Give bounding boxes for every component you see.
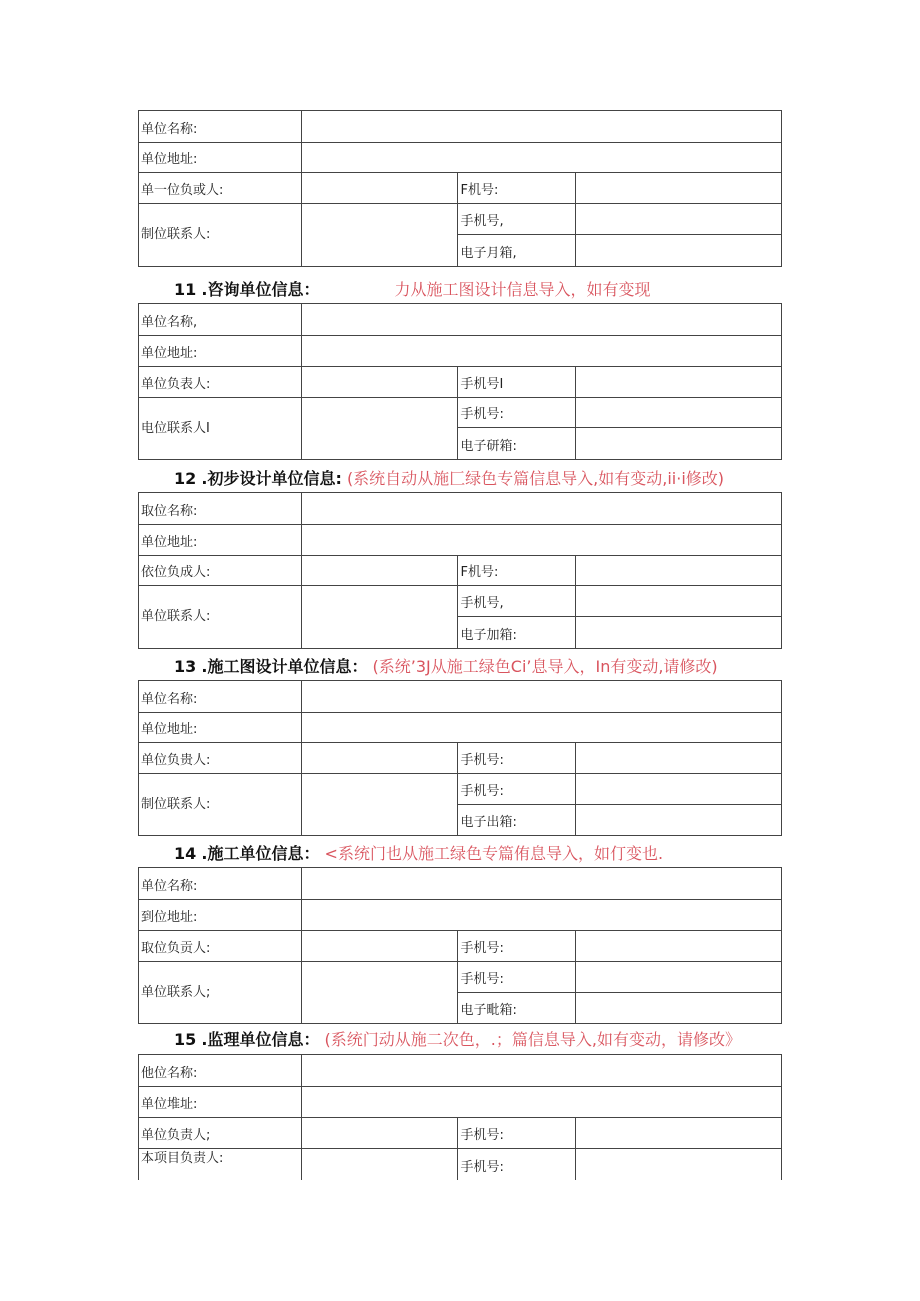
section-number: 14 xyxy=(174,844,197,863)
input-unit-address[interactable] xyxy=(302,713,782,743)
input-head-phone[interactable] xyxy=(576,931,782,962)
label-head-phone: 手机号I xyxy=(458,367,576,398)
input-contact-email[interactable] xyxy=(576,617,782,649)
label-unit-head: 取位负贡人: xyxy=(139,931,302,962)
input-unit-name[interactable] xyxy=(302,304,782,336)
input-contact-email[interactable] xyxy=(576,428,782,460)
input-contact-email[interactable] xyxy=(576,805,782,836)
section-number: 12 xyxy=(174,469,197,488)
label-unit-address: 单位地址: xyxy=(139,336,302,367)
label-contact-email: 电子毗箱: xyxy=(458,993,576,1024)
section-heading-12 xyxy=(174,469,724,489)
unit-info-table-15 xyxy=(138,1054,782,1180)
input-unit-head[interactable] xyxy=(302,1118,458,1149)
input-contact-phone[interactable] xyxy=(576,962,782,993)
section-note: 力从施工图设计信息导入，如有变现 xyxy=(394,280,651,299)
section-number: 13 xyxy=(174,657,197,676)
label-head-phone: F机号: xyxy=(458,173,576,204)
input-unit-name[interactable] xyxy=(302,493,782,525)
label-unit-name: 取位名称: xyxy=(139,493,302,525)
label-contact: 制位联系人: xyxy=(139,204,302,267)
input-contact-phone[interactable] xyxy=(576,774,782,805)
label-project-head: 本项目负责人: xyxy=(139,1149,302,1180)
section-heading-11 xyxy=(174,280,651,300)
section-heading-15 xyxy=(174,1030,741,1050)
label-contact: 制位联系人: xyxy=(139,774,302,836)
section-note: (系统’3J从施工绿色Ci’息导入，In有变动,请修改) xyxy=(372,657,718,676)
input-head-phone[interactable] xyxy=(576,743,782,774)
label-contact-phone: 手机号: xyxy=(458,962,576,993)
label-contact: 单位联系人: xyxy=(139,586,302,649)
label-unit-name: 他位名称: xyxy=(139,1055,302,1087)
input-unit-address[interactable] xyxy=(302,525,782,556)
label-unit-address: 单位地址: xyxy=(139,525,302,556)
label-unit-head: 单位负表人: xyxy=(139,367,302,398)
label-contact-email: 电子出箱: xyxy=(458,805,576,836)
input-project-head[interactable] xyxy=(302,1149,458,1180)
label-unit-head: 单位负贵人: xyxy=(139,743,302,774)
unit-info-table-14 xyxy=(138,867,782,1024)
input-head-phone[interactable] xyxy=(576,367,782,398)
label-contact: 电位联系人I xyxy=(139,398,302,460)
label-unit-head: 单位负责人; xyxy=(139,1118,302,1149)
section-title: .施工图设计单位信息： xyxy=(201,657,368,676)
label-unit-name: 单位名称: xyxy=(139,868,302,900)
label-head-phone: 手机号: xyxy=(458,1118,576,1149)
label-unit-address: 到位地址: xyxy=(139,900,302,931)
input-unit-head[interactable] xyxy=(302,556,458,586)
section-number: 11 xyxy=(174,280,197,299)
label-contact-email: 电子研箱: xyxy=(458,428,576,460)
input-unit-name[interactable] xyxy=(302,868,782,900)
section-note: (系统门动从施二次色，.；篇信息导入,如有变动，请修改》 xyxy=(324,1030,741,1049)
section-heading-13 xyxy=(174,657,718,677)
label-contact-phone: 手机号: xyxy=(458,398,576,428)
input-unit-address[interactable] xyxy=(302,1087,782,1118)
section-note: <系统门也从施工绿色专篇侑息导入，如仃变也. xyxy=(324,844,664,863)
input-contact-phone[interactable] xyxy=(576,586,782,617)
section-number: 15 xyxy=(174,1030,197,1049)
section-title: .咨询单位信息： xyxy=(201,280,320,299)
input-head-phone[interactable] xyxy=(576,173,782,204)
section-title: .监理单位信息： xyxy=(201,1030,320,1049)
input-contact-phone[interactable] xyxy=(576,398,782,428)
input-unit-head[interactable] xyxy=(302,367,458,398)
label-unit-name: 单位名称: xyxy=(139,111,302,143)
label-unit-address: 单位地址: xyxy=(139,713,302,743)
input-contact[interactable] xyxy=(302,586,458,649)
label-head-phone: 手机号: xyxy=(458,743,576,774)
input-unit-name[interactable] xyxy=(302,1055,782,1087)
label-contact-phone: 手机号: xyxy=(458,774,576,805)
input-unit-head[interactable] xyxy=(302,173,458,204)
input-head-phone[interactable] xyxy=(576,556,782,586)
label-contact-email: 电子加箱: xyxy=(458,617,576,649)
section-title: .初步设计单位信息: xyxy=(201,469,342,488)
section-note: (系统自动从施匚绿色专篇信息导入,如有变动,ii·i修改) xyxy=(346,469,725,488)
unit-info-table-11 xyxy=(138,303,782,460)
label-unit-head: 依位负成人: xyxy=(139,556,302,586)
label-project-head-phone: 手机号: xyxy=(458,1149,576,1180)
label-unit-address: 单位地址: xyxy=(139,143,302,173)
unit-info-table-13 xyxy=(138,680,782,836)
label-head-phone: 手机号: xyxy=(458,931,576,962)
label-head-phone: F机号: xyxy=(458,556,576,586)
input-unit-address[interactable] xyxy=(302,900,782,931)
label-unit-head: 单一位负或人: xyxy=(139,173,302,204)
input-unit-name[interactable] xyxy=(302,111,782,143)
input-unit-address[interactable] xyxy=(302,143,782,173)
input-project-head-phone[interactable] xyxy=(576,1149,782,1180)
label-unit-name: 单位名称: xyxy=(139,681,302,713)
input-contact-phone[interactable] xyxy=(576,204,782,235)
unit-info-table-10 xyxy=(138,110,782,267)
input-contact[interactable] xyxy=(302,774,458,836)
label-unit-address: 单位堆址: xyxy=(139,1087,302,1118)
input-contact[interactable] xyxy=(302,204,458,267)
input-contact[interactable] xyxy=(302,962,458,1024)
section-heading-14 xyxy=(174,844,663,864)
input-unit-head[interactable] xyxy=(302,931,458,962)
input-contact-email[interactable] xyxy=(576,235,782,267)
input-unit-head[interactable] xyxy=(302,743,458,774)
unit-info-table-12 xyxy=(138,492,782,649)
label-contact-phone: 手机号, xyxy=(458,586,576,617)
input-contact-email[interactable] xyxy=(576,993,782,1024)
label-contact-email: 电子月箱, xyxy=(458,235,576,267)
input-head-phone[interactable] xyxy=(576,1118,782,1149)
label-contact: 单位联系人; xyxy=(139,962,302,1024)
input-unit-address[interactable] xyxy=(302,336,782,367)
section-title: .施工单位信息： xyxy=(201,844,320,863)
input-unit-name[interactable] xyxy=(302,681,782,713)
input-contact[interactable] xyxy=(302,398,458,460)
label-contact-phone: 手机号, xyxy=(458,204,576,235)
label-unit-name: 单位名称, xyxy=(139,304,302,336)
